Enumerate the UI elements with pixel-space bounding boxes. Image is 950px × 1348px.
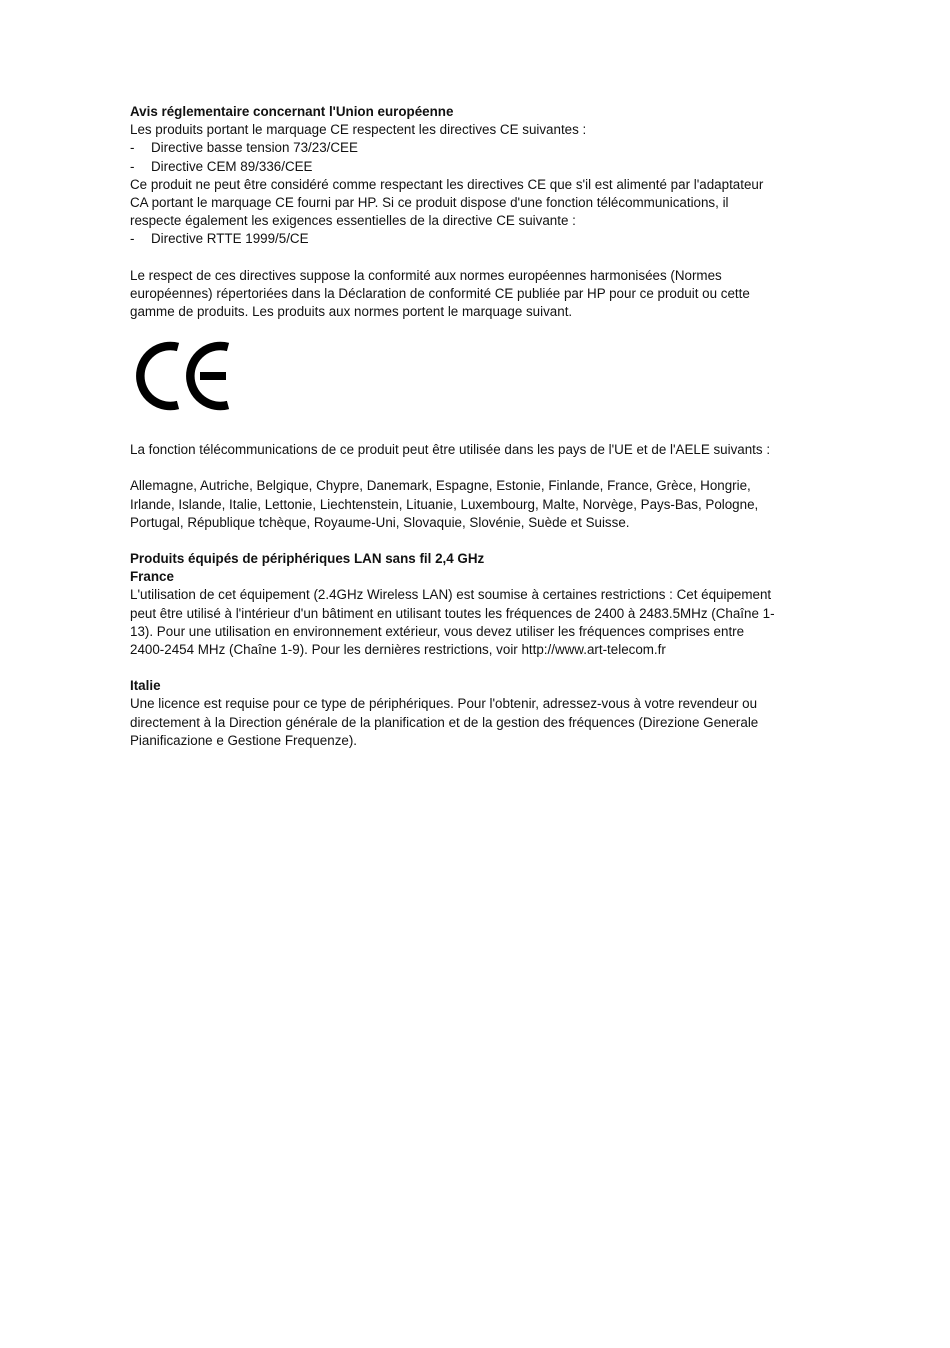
france-heading: France xyxy=(130,569,174,585)
france-text: L'utilisation de cet équipement (2.4GHz Wireless LAN) est soumise à certaines restrictions : Cet équipement peut être utilisé à l'intérieur d'un bâtiment en utilisant toutes les fréquences de 2400 à 2483.5MHz (Chaîne 1-13). Pour une utilisation en environnement extérieur, vous devez utiliser les fréquences comprises entre 2400-2454 MHz (Chaîne 1-9). Pour les dernières restrictions, voir http://www.art-telecom.fr xyxy=(130,587,775,658)
directive-low-voltage: Directive basse tension 73/23/CEE xyxy=(151,140,358,156)
eu-notice-title: Avis réglementaire concernant l'Union européenne xyxy=(130,104,454,119)
italie-text: Une licence est requise pour ce type de périphériques. Pour l'obtenir, adressez-vous à votre revendeur ou directement à la Direction générale de la planification et de la gestion des fréquences (Direzione Generale Pianificazione e Gestione Frequenze). xyxy=(130,696,759,748)
directive-rtte: Directive RTTE 1999/5/CE xyxy=(151,231,309,247)
directive-list-rtte xyxy=(130,230,780,248)
list-item xyxy=(130,139,780,157)
ce-mark-logo xyxy=(136,339,232,413)
eu-compliance-text: Le respect de ces directives suppose la conformité aux normes européennes harmonisées (Normes européennes) répertoriées dans la Déclaration de conformité CE publiée par HP pour ce produit ou cette gamme de produits. Les produits aux normes portent le marquage suivant. xyxy=(130,267,750,320)
country-list: Allemagne, Autriche, Belgique, Chypre, Danemark, Espagne, Estonie, Finlande, France, Grèce, Hongrie, Irlande, Islande, Italie, Lettonie, Liechtenstein, Lituanie, Luxembourg, Malte, Norvège, Pays-Bas, Pologne, Portugal, République tchèque, Royaume-Uni, Slovaquie, Slovénie, Suède et Suisse. xyxy=(130,478,759,530)
italie-heading: Italie xyxy=(130,678,161,694)
eu-notice-intro: Les produits portant le marquage CE respectent les directives CE suivantes : xyxy=(130,122,587,138)
list-item xyxy=(130,230,780,248)
directive-emc: Directive CEM 89/336/CEE xyxy=(151,158,313,174)
list-dash: - xyxy=(130,158,135,174)
list-item xyxy=(130,158,780,176)
wlan-section-title: Produits équipés de périphériques LAN sans fil 2,4 GHz xyxy=(130,551,485,567)
telecom-countries-intro: La fonction télécommunications de ce produit peut être utilisée dans les pays de l'UE et de l'AELE suivants : xyxy=(130,442,771,458)
list-dash: - xyxy=(130,231,135,247)
directive-list xyxy=(130,139,780,175)
document-page xyxy=(130,103,780,750)
list-dash: - xyxy=(130,140,135,156)
eu-notice-condition: Ce produit ne peut être considéré comme respectant les directives CE que s'il est alimenté par l'adaptateur CA portant le marquage CE fourni par HP. Si ce produit dispose d'une fonction télécommunications, il respecte également les exigences essentielles de la directive CE suivante : xyxy=(130,176,764,229)
